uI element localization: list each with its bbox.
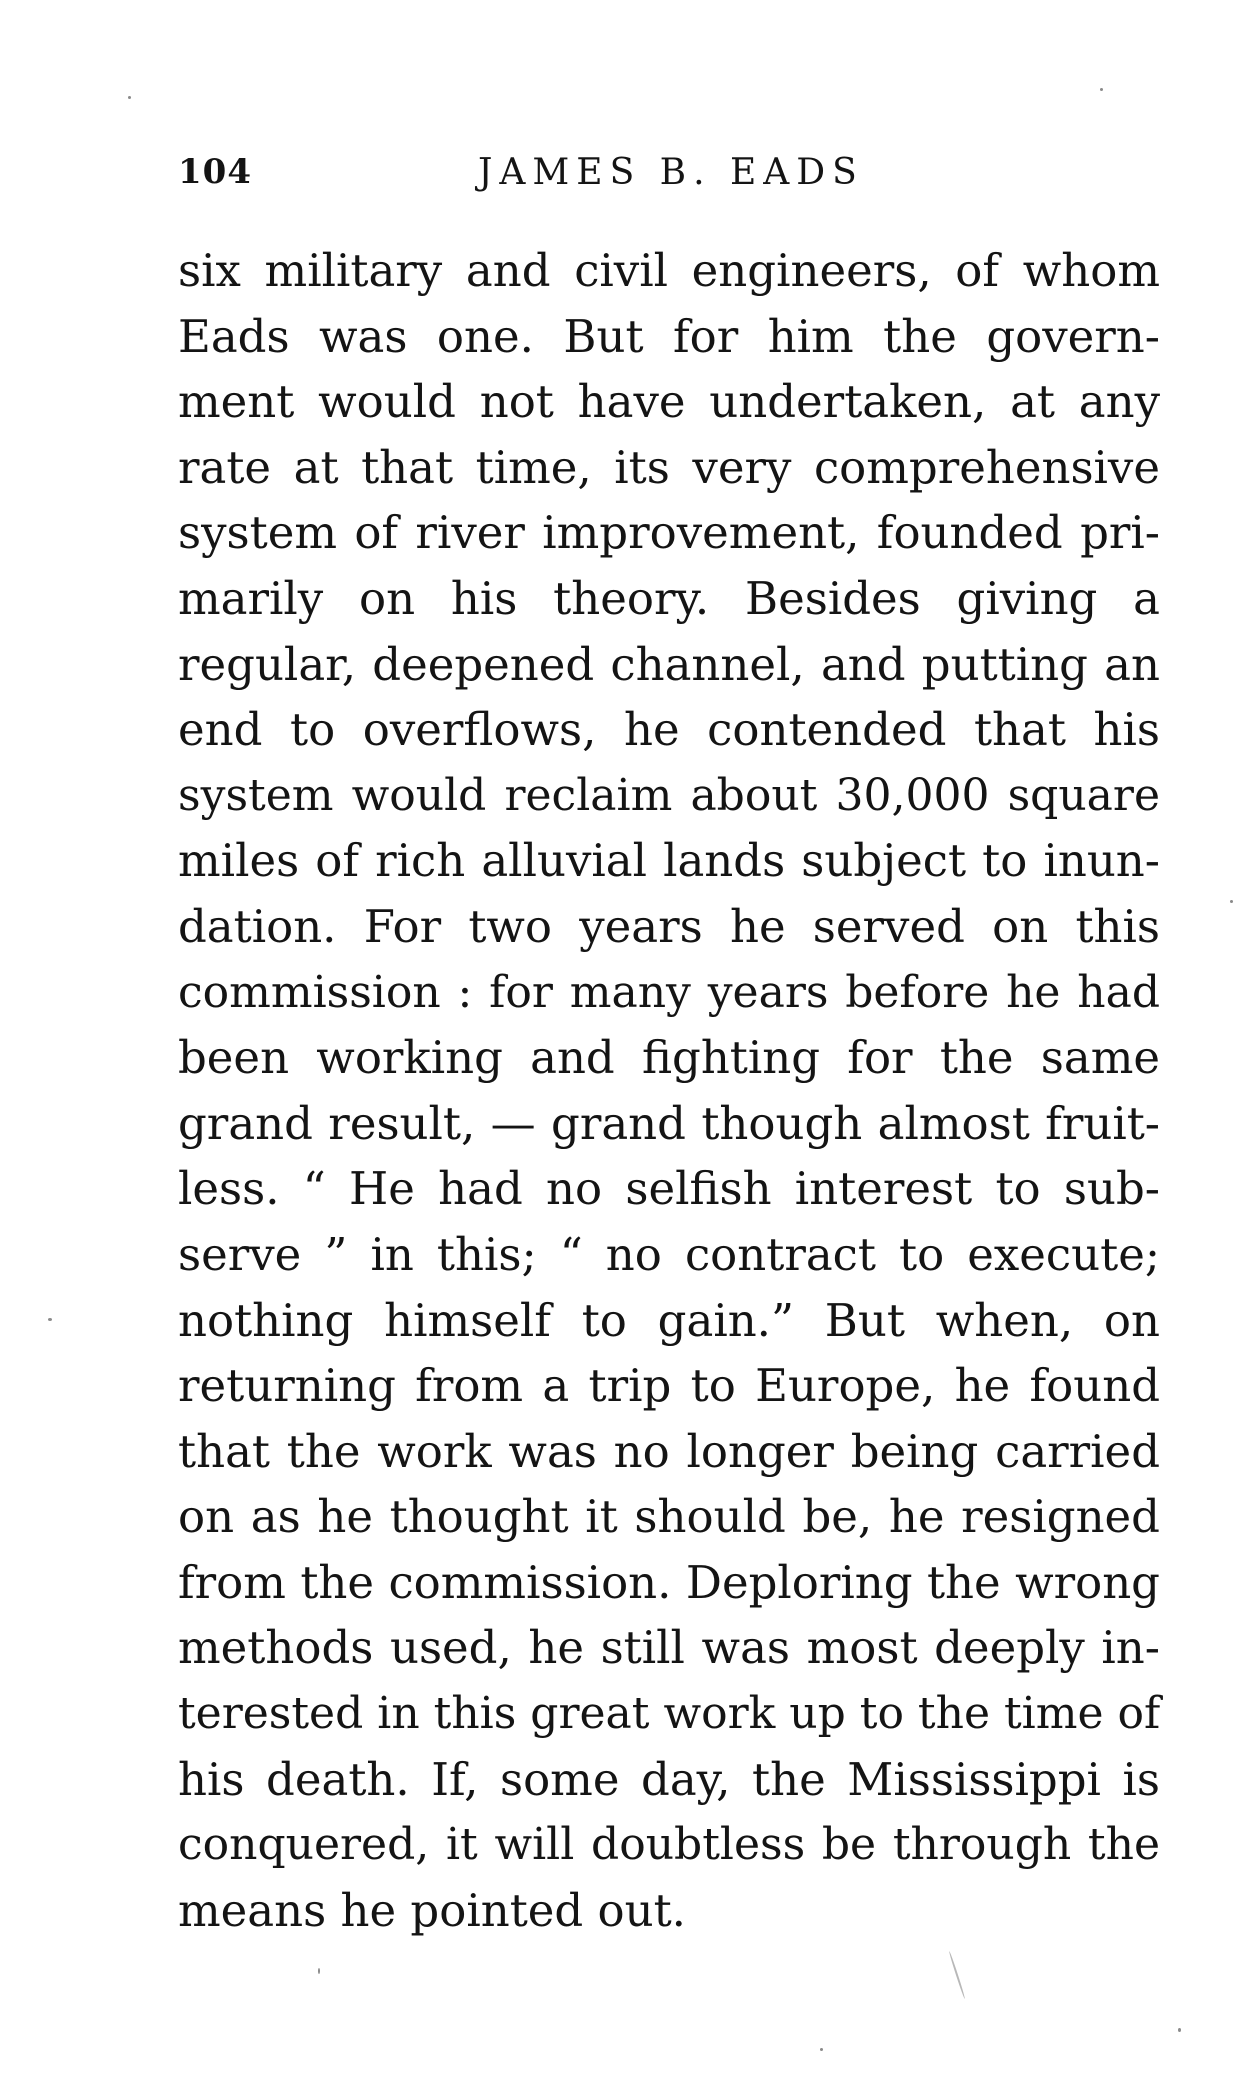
text-line: regular, deepened channel, and putting an	[178, 637, 1160, 691]
text-line: rate at that time, its very comprehensive	[178, 440, 1160, 494]
text-line: nothing himself to gain.” But when, on	[178, 1293, 1160, 1347]
text-line: conquered, it will doubtless be through the	[178, 1819, 1160, 1871]
text-line: end to overflows, he contended that his	[178, 703, 1160, 757]
paper-speck	[1178, 2028, 1181, 2032]
text-line: less. “ He had no selfish interest to sub-	[178, 1162, 1160, 1216]
paper-speck	[820, 2048, 823, 2051]
page-header	[178, 152, 1160, 202]
text-line: on as he thought it should be, he resigned	[178, 1490, 1160, 1544]
text-line: commission : for many years before he had	[178, 966, 1160, 1018]
text-line: miles of rich alluvial lands subject to inun-	[178, 834, 1160, 888]
text-line: that the work was no longer being carried	[178, 1424, 1160, 1478]
text-line: six military and civil engineers, of whom	[178, 244, 1160, 297]
paper-speck	[48, 1318, 52, 1321]
text-line: methods used, he still was most deeply in-	[178, 1621, 1160, 1675]
text-line: system would reclaim about 30,000 square	[178, 769, 1160, 821]
paper-speck	[318, 1968, 320, 1974]
text-line: Eads was one. But for him the govern-	[178, 309, 1160, 363]
text-line: serve ” in this; “ no contract to execute;	[178, 1227, 1160, 1281]
text-line: grand result, — grand though almost fruit-	[178, 1096, 1160, 1150]
text-line: marily on his theory. Besides giving a	[178, 571, 1160, 625]
text-line: from the commission. Deploring the wrong	[178, 1555, 1160, 1609]
text-line: means he pointed out.	[178, 1883, 686, 1937]
text-line: system of river improvement, founded pri-	[178, 506, 1160, 560]
text-line: terested in this great work up to the time of	[178, 1688, 1161, 1740]
running-head: JAMES B. EADS	[478, 152, 864, 193]
text-line: ment would not have undertaken, at any	[178, 375, 1160, 429]
paper-speck	[128, 96, 131, 99]
page-number: 104	[178, 152, 252, 192]
text-line: been working and fighting for the same	[178, 1031, 1160, 1085]
paper-speck	[1100, 88, 1103, 91]
body-text	[178, 238, 1160, 1943]
text-line: returning from a trip to Europe, he found	[178, 1359, 1160, 1413]
text-line: his death. If, some day, the Mississippi is	[178, 1752, 1160, 1806]
text-line: dation. For two years he served on this	[178, 899, 1160, 953]
paper-speck	[948, 1951, 965, 1999]
paper-speck	[1230, 900, 1233, 903]
